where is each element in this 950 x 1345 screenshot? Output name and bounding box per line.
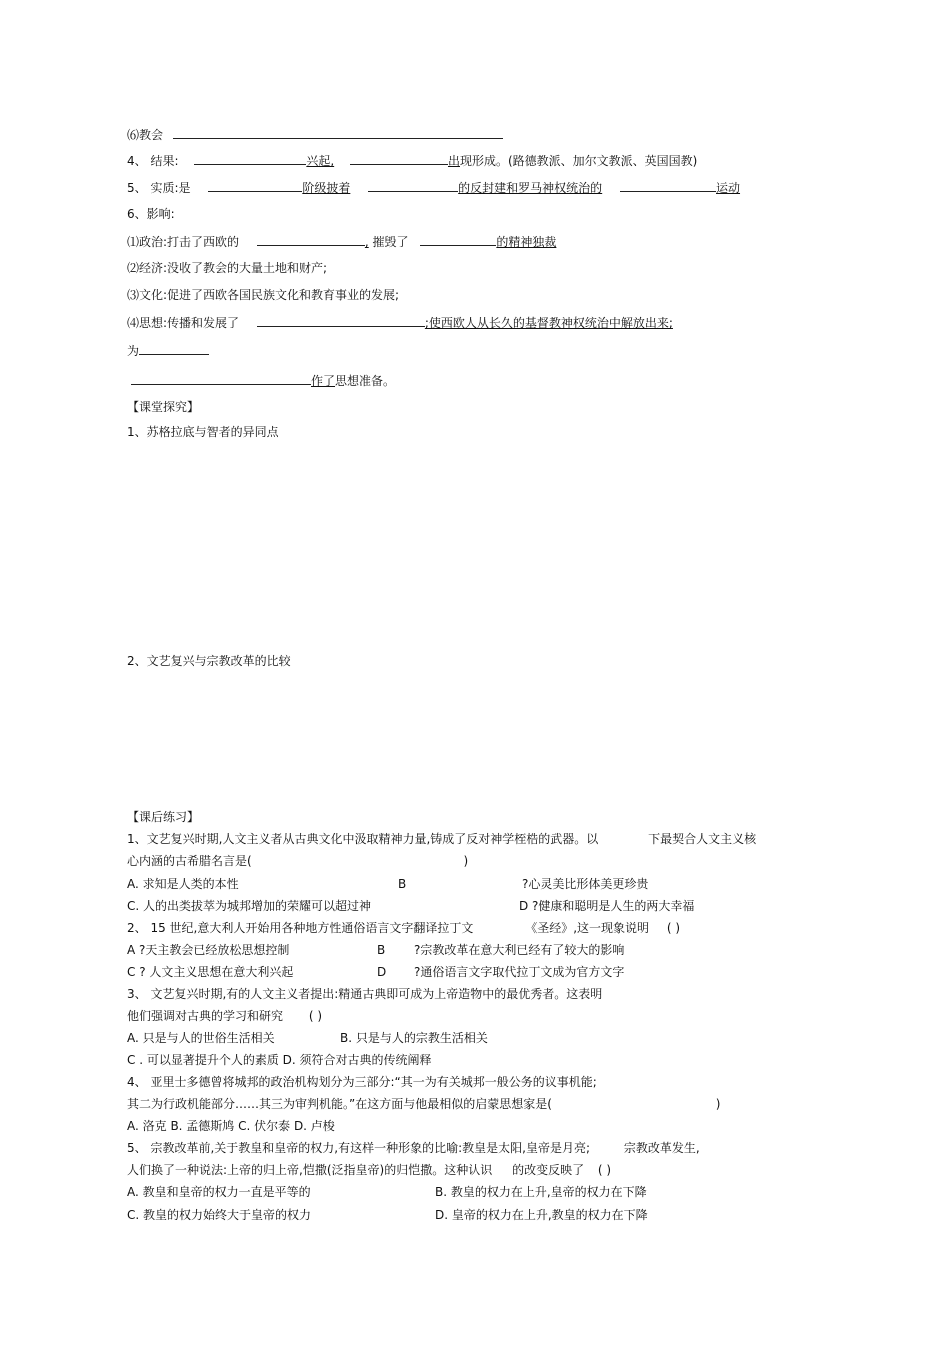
q1-paren: ) <box>463 854 469 868</box>
q2-option-a[interactable]: A ?天主教会已经放松思想控制 <box>127 943 290 957</box>
q5-option-a[interactable]: A. 教皇和皇帝的权力一直是平等的 <box>127 1185 311 1199</box>
q5-text-b2: 的改变反映了 <box>512 1163 585 1177</box>
q1-line-c <box>127 853 468 869</box>
q1-text-a: 1、文艺复兴时期,人文主义者从古典文化中汲取精神力量,铸成了反对神学桎梏的武器。以 <box>127 832 599 846</box>
q1-line-a <box>127 831 756 847</box>
q5-line-a <box>127 1140 700 1156</box>
economy-line: ⑵经济:没收了教会的大量土地和财产; <box>127 261 328 275</box>
prep-line <box>131 372 395 389</box>
q2-option-b-letter[interactable]: B <box>377 943 386 957</box>
q5-line-b <box>127 1162 611 1178</box>
church-label: ⑹教会 <box>127 128 164 142</box>
result-blank-1[interactable] <box>194 152 306 165</box>
q1-text-c: 心内涵的古希腊名言是( <box>127 854 252 868</box>
essence-line <box>127 179 740 196</box>
explore-q2: 2、文艺复兴与宗教改革的比较 <box>127 654 291 668</box>
q5-option-d[interactable]: D. 皇帝的权力在上升,教皇的权力在下降 <box>435 1208 648 1222</box>
q5-option-b[interactable]: B. 教皇的权力在上升,皇帝的权力在下降 <box>435 1185 647 1199</box>
result-label: 4、 结果: <box>127 154 179 168</box>
for-line <box>127 342 209 359</box>
q5-text-a2: 宗教改革发生, <box>623 1141 700 1155</box>
prep-text-2: 思想准备。 <box>335 374 396 388</box>
thought-text: ;使西欧人从长久的基督教神权统治中解放出来; <box>424 316 673 330</box>
politics-text-3: 的精神独裁 <box>496 235 557 249</box>
q1-option-b[interactable]: ?心灵美比形体美更珍贵 <box>522 877 649 891</box>
explore-q1: 1、苏格拉底与智者的异同点 <box>127 425 279 439</box>
church-blank[interactable] <box>173 126 503 139</box>
result-blank-2[interactable] <box>350 152 448 165</box>
politics-line <box>127 233 556 250</box>
essence-text-3: 运动 <box>716 181 741 195</box>
q3-paren: ( ) <box>308 1009 323 1023</box>
essence-label: 5、 实质:是 <box>127 181 191 195</box>
q5-option-c[interactable]: C. 教皇的权力始终大于皇帝的权力 <box>127 1208 312 1222</box>
church-line <box>127 126 503 143</box>
result-text-1: 兴起, <box>306 154 335 168</box>
thought-line <box>127 314 673 331</box>
politics-blank-2[interactable] <box>420 233 496 246</box>
q4-line-a: 4、 亚里士多德曾将城邦的政治机构划分为三部分:“其一为有关城邦一般公务的议事机能; <box>127 1075 597 1089</box>
for-label: 为 <box>127 344 140 358</box>
impact-label: 6、影响: <box>127 207 175 221</box>
q3-option-a[interactable]: A. 只是与人的世俗生活相关 <box>127 1031 275 1045</box>
q2-text-b: 《圣经》,这一现象说明 <box>525 921 650 935</box>
essence-blank-1[interactable] <box>208 179 302 192</box>
result-text-2: 出 <box>447 154 460 168</box>
q2-option-c[interactable]: C ? 人文主义思想在意大利兴起 <box>127 965 294 979</box>
thought-blank[interactable] <box>257 314 425 327</box>
q1-option-d[interactable]: D ?健康和聪明是人生的两大幸福 <box>519 899 695 913</box>
q1-option-a[interactable]: A. 求知是人类的本性 <box>127 877 239 891</box>
q4-options[interactable]: A. 洛克 B. 孟德斯鸠 C. 伏尔泰 D. 卢梭 <box>127 1119 335 1133</box>
exercise-heading: 【课后练习】 <box>127 810 200 824</box>
result-line <box>127 152 697 169</box>
q2-option-d-letter[interactable]: D <box>377 965 387 979</box>
culture-line: ⑶文化:促进了西欧各国民族文化和教育事业的发展; <box>127 288 400 302</box>
essence-blank-2[interactable] <box>368 179 458 192</box>
result-text-3: 现形成。(路德教派、加尔文教派、英国国教) <box>460 154 698 168</box>
q4-line-b <box>127 1096 720 1112</box>
politics-text-2: 摧毁了 <box>372 235 409 249</box>
q5-text-a: 5、 宗教改革前,关于教皇和皇帝的权力,有这样一种形象的比喻:教皇是太阳,皇帝是月亮; <box>127 1141 590 1155</box>
explore-heading: 【课堂探究】 <box>127 400 200 414</box>
politics-label: ⑴政治:打击了西欧的 <box>127 235 240 249</box>
q1-text-b: 下最契合人文主义核 <box>648 832 757 846</box>
q3-option-b[interactable]: B. 只是与人的宗教生活相关 <box>340 1031 488 1045</box>
q1-option-b-letter[interactable]: B <box>398 877 407 891</box>
essence-text-2: 的反封建和罗马神权统治的 <box>458 181 603 195</box>
politics-text-1: , <box>364 235 369 249</box>
politics-blank-1[interactable] <box>257 233 365 246</box>
q1-option-c[interactable]: C. 人的出类拔萃为城邦增加的荣耀可以超过神 <box>127 899 372 913</box>
q2-text-a: 2、 15 世纪,意大利人开始用各种地方性通俗语言文字翻译拉丁文 <box>127 921 474 935</box>
q3-option-cd[interactable]: C . 可以显著提升个人的素质 D. 须符合对古典的传统阐释 <box>127 1053 432 1067</box>
q5-paren: ( ) <box>597 1163 612 1177</box>
q3-line-a: 3、 文艺复兴时期,有的人文主义者提出:精通古典即可成为上帝造物中的最优秀者。这表明 <box>127 987 603 1001</box>
thought-label: ⑷思想:传播和发展了 <box>127 316 240 330</box>
q3-line-b <box>127 1008 322 1024</box>
prep-text-1: 作了 <box>311 374 336 388</box>
essence-text-1: 阶级披着 <box>302 181 351 195</box>
q2-option-b[interactable]: ?宗教改革在意大利已经有了较大的影响 <box>414 943 625 957</box>
q3-text-b: 他们强调对古典的学习和研究 <box>127 1009 284 1023</box>
q2-paren: ( ) <box>666 921 681 935</box>
q4-paren: ) <box>715 1097 721 1111</box>
q5-text-b: 人们换了一种说法:上帝的归上帝,恺撒(泛指皇帝)的归恺撒。这种认识 <box>127 1163 493 1177</box>
q2-line <box>127 920 680 936</box>
essence-blank-3[interactable] <box>620 179 716 192</box>
q2-option-d[interactable]: ?通俗语言文字取代拉丁文成为官方文字 <box>414 965 625 979</box>
prep-blank[interactable] <box>131 372 311 385</box>
for-blank[interactable] <box>139 342 209 355</box>
q4-text-b: 其二为行政机能部分……其三为审判机能。”在这方面与他最相似的启蒙思想家是( <box>127 1097 552 1111</box>
